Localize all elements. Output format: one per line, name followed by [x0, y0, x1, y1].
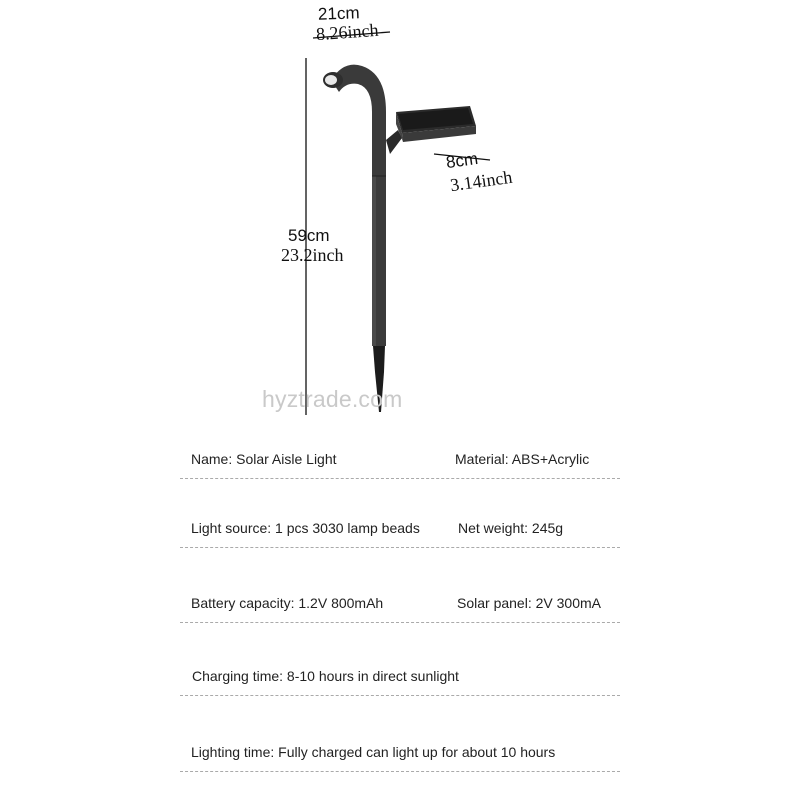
- solar-light-pole: [323, 65, 402, 412]
- width-cm-label: 21cm: [317, 3, 360, 24]
- panel-inch-label: 3.14inch: [448, 166, 514, 196]
- panel-cm-label: 8cm: [444, 148, 480, 173]
- spec-battery-capacity: Battery capacity: 1.2V 800mAh: [191, 595, 384, 611]
- spec-charging-time: Charging time: 8-10 hours in direct sunlight: [192, 668, 459, 684]
- spec-row-lighting: [180, 731, 620, 772]
- height-cm-label: 59cm: [288, 226, 330, 245]
- spec-row-name-material: [180, 438, 620, 479]
- spec-row-charging: [180, 655, 620, 696]
- spec-net-weight: Net weight: 245g: [458, 520, 564, 536]
- spec-name: Name: Solar Aisle Light: [191, 451, 337, 467]
- lamp-bead: [325, 75, 337, 85]
- spec-light-source: Light source: 1 pcs 3030 lamp beads: [191, 520, 420, 536]
- height-inch-label: 23.2inch: [281, 245, 344, 265]
- spec-row-light-weight: [180, 507, 620, 548]
- width-inch-label: 8.26inch: [315, 19, 380, 45]
- spec-solar-panel: Solar panel: 2V 300mA: [457, 595, 601, 611]
- spec-material: Material: ABS+Acrylic: [455, 451, 590, 467]
- spec-row-battery-panel: [180, 582, 620, 623]
- spec-lighting-time: Lighting time: Fully charged can light up for about 10 hours: [191, 744, 556, 760]
- solar-panel: [396, 106, 476, 142]
- watermark: hyztrade.com: [262, 386, 403, 412]
